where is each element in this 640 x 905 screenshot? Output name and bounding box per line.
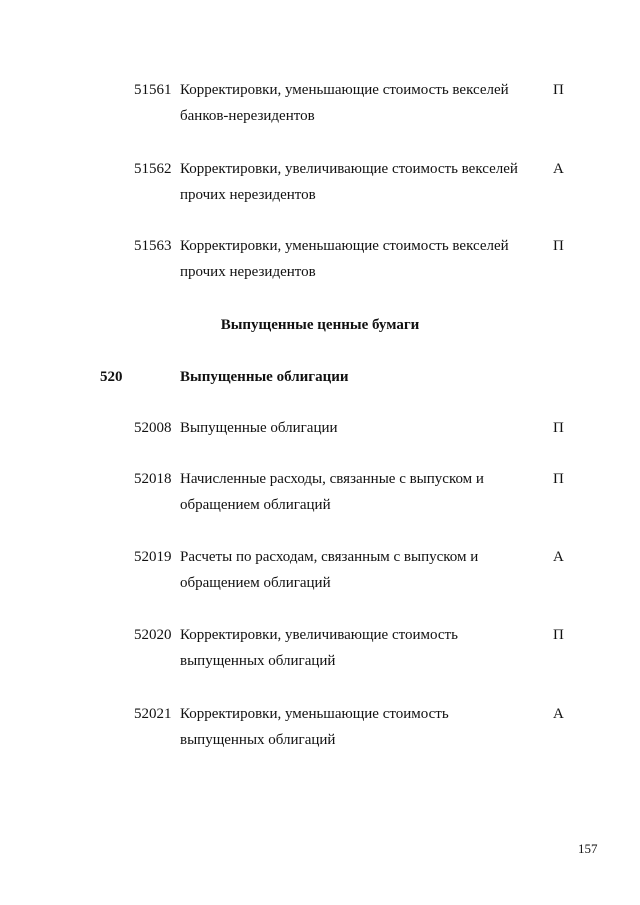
account-description-line: Корректировки, уменьшающие стоимость векселей <box>180 82 509 98</box>
account-description-line: обращением облигаций <box>180 497 331 513</box>
account-type: П <box>553 420 564 436</box>
account-code: 52019 <box>134 549 172 565</box>
account-type: А <box>553 706 564 722</box>
account-code: 51562 <box>134 161 172 177</box>
account-description-line: Выпущенные облигации <box>180 420 338 436</box>
account-type: П <box>553 627 564 643</box>
account-description <box>180 415 540 441</box>
account-code: 52008 <box>134 420 172 436</box>
account-description <box>180 544 540 596</box>
account-description-line: Расчеты по расходам, связанным с выпуском и <box>180 549 479 565</box>
account-code: 51561 <box>134 82 172 98</box>
account-type: П <box>553 238 564 254</box>
account-description-line: Корректировки, увеличивающие стоимость <box>180 627 458 643</box>
account-type: П <box>553 82 564 98</box>
account-description-line: прочих нерезидентов <box>180 264 316 280</box>
account-type: П <box>553 471 564 487</box>
account-code: 51563 <box>134 238 172 254</box>
account-description-line: выпущенных облигаций <box>180 653 336 669</box>
account-description <box>180 466 540 518</box>
account-type: А <box>553 549 564 565</box>
account-description-line: Корректировки, уменьшающие стоимость <box>180 706 449 722</box>
account-type: А <box>553 161 564 177</box>
page-number: 157 <box>578 841 598 856</box>
group-code: 520 <box>100 369 123 385</box>
account-description <box>180 622 540 674</box>
group-name: Выпущенные облигации <box>180 369 349 385</box>
account-description <box>180 233 540 285</box>
account-description <box>180 156 540 208</box>
account-description-line: выпущенных облигаций <box>180 732 336 748</box>
account-code: 52018 <box>134 471 172 487</box>
account-description-line: Начисленные расходы, связанные с выпуском и <box>180 471 484 487</box>
account-code: 52020 <box>134 627 172 643</box>
account-description-line: обращением облигаций <box>180 575 331 591</box>
account-description-line: Корректировки, увеличивающие стоимость векселей <box>180 161 518 177</box>
account-description-line: банков-нерезидентов <box>180 108 315 124</box>
account-description <box>180 701 540 753</box>
account-description <box>180 77 540 129</box>
section-title: Выпущенные ценные бумаги <box>220 317 420 333</box>
account-code: 52021 <box>134 706 172 722</box>
account-description-line: прочих нерезидентов <box>180 187 316 203</box>
account-description-line: Корректировки, уменьшающие стоимость векселей <box>180 238 509 254</box>
